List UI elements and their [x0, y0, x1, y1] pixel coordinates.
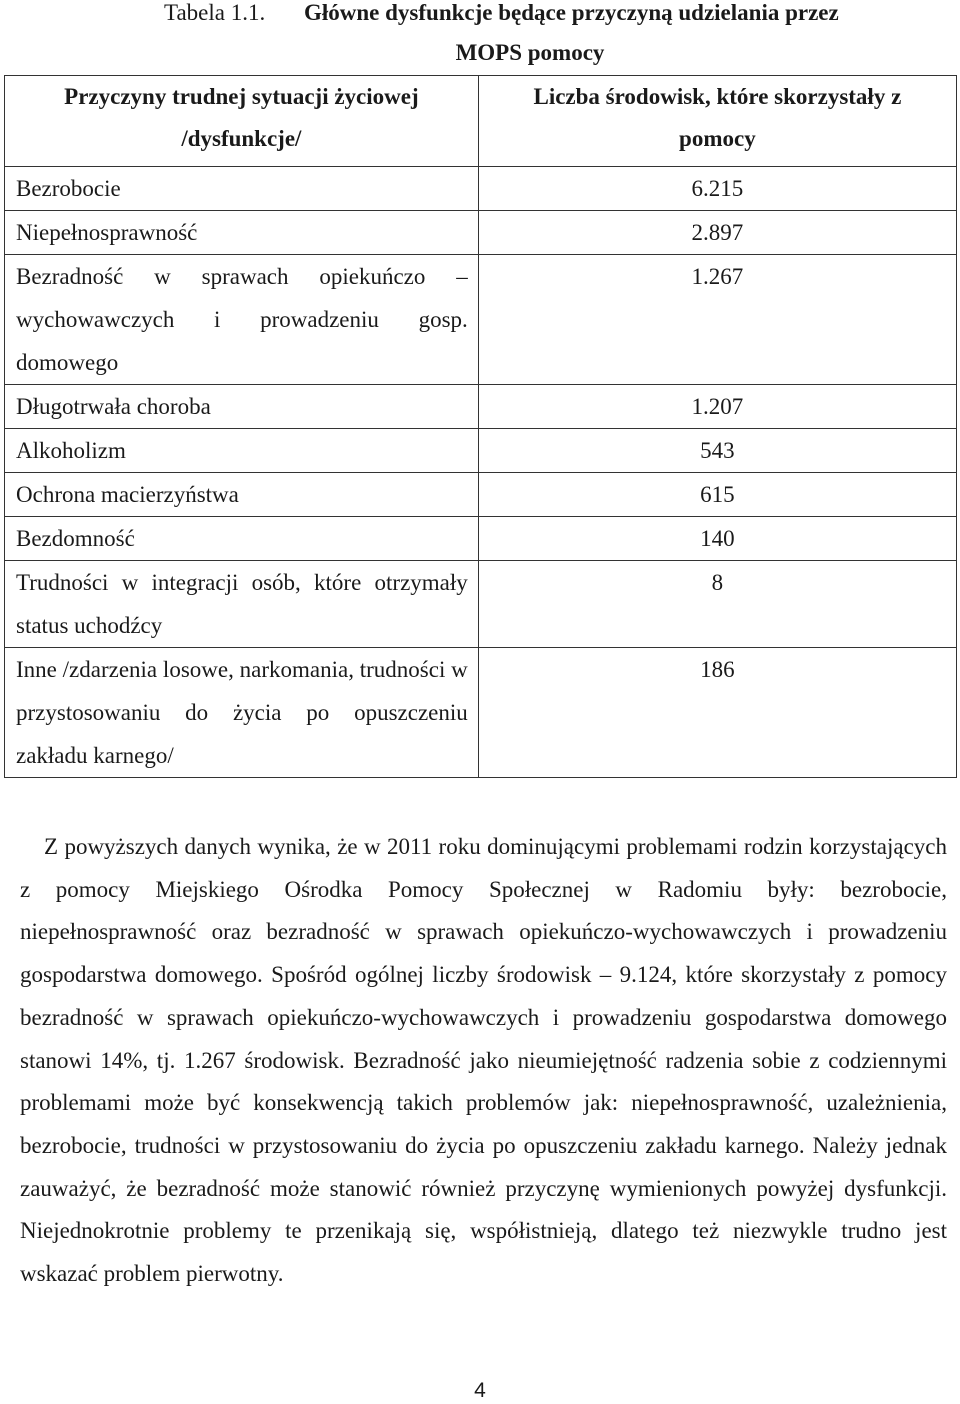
row-value: 6.215: [691, 176, 744, 201]
table-row: [5, 517, 957, 561]
row-label: Ochrona macierzyństwa: [16, 482, 239, 507]
summary-paragraph: Z powyższych danych wynika, że w 2011 roku dominującymi problemami rodzin korzystających z pomocy Miejskiego Ośrodka Pomocy Społecznej w Radomiu były: bezrobocie, niepełnosprawność oraz bezradność w sprawach opiekuńczo-wychowawczych i prowadzeniu gospodarstwa domowego. Spośród ogólnej liczby środowisk – 9.124, które skorzystały z pomocy bezradność w sprawach opiekuńczo-wychowawczych i prowadzeniu gospodarstwa domowego stanowi 14%, tj. 1.267 środowisk. Bezradność jako nieumiejętność radzenia sobie z codziennymi problemami może być konsekwencją takich problemów jak: niepełnosprawność, uzależnienia, bezrobocie, trudności w przystosowaniu do życia po opuszczeniu zakładu karnego. Należy jednak zauważyć, że bezradność może stanowić również przyczynę wymienionych powyżej dysfunkcji. Niejednokrotnie problemy te przenikają się, współistnieją, dlatego też niezwykle trudno jest wskazać problem pierwotny.: [20, 834, 947, 1287]
row-value: 543: [700, 438, 735, 463]
row-label: Alkoholizm: [16, 438, 126, 463]
row-value: 140: [700, 526, 735, 551]
table-row: [5, 167, 957, 211]
table-row: [5, 429, 957, 473]
table-header-row: [5, 76, 957, 167]
row-label: Niepełnosprawność: [16, 220, 198, 245]
row-label: Inne /zdarzenia losowe, narkomania, trudności w przystosowaniu do życia po opuszczeniu zakładu karnego/: [16, 657, 468, 768]
row-value: 2.897: [691, 220, 744, 245]
table-row: [5, 385, 957, 429]
row-value: 186: [700, 657, 735, 682]
row-label: Bezradność w sprawach opiekuńczo – wychowawczych i prowadzeniu gosp. domowego: [16, 264, 468, 375]
row-value: 8: [711, 570, 724, 595]
header-count: Liczba środowisk, które skorzystały z pomocy: [478, 76, 956, 167]
row-value: 1.267: [691, 264, 744, 289]
table-row: [5, 255, 957, 385]
header-causes: Przyczyny trudnej sytuacji życiowej /dysfunkcje/: [5, 76, 479, 167]
row-label: Bezdomność: [16, 526, 135, 551]
table-row: [5, 648, 957, 778]
table-row: [5, 211, 957, 255]
table-row: [5, 561, 957, 648]
row-value: 615: [700, 482, 735, 507]
caption-line-1: [164, 0, 839, 34]
caption-number: Tabela 1.1.: [164, 0, 266, 25]
caption-title-line-1: Główne dysfunkcje będące przyczyną udzielania przez: [304, 0, 839, 25]
row-label: Trudności w integracji osób, które otrzymały status uchodźcy: [16, 570, 468, 638]
row-label: Długotrwała choroba: [16, 394, 211, 419]
table-row: [5, 473, 957, 517]
dysfunctions-table: [4, 75, 957, 778]
page-number: 4: [474, 1379, 486, 1402]
row-label: Bezrobocie: [16, 176, 121, 201]
row-value: 1.207: [691, 394, 744, 419]
caption-title-line-2: MOPS pomocy: [455, 40, 605, 65]
